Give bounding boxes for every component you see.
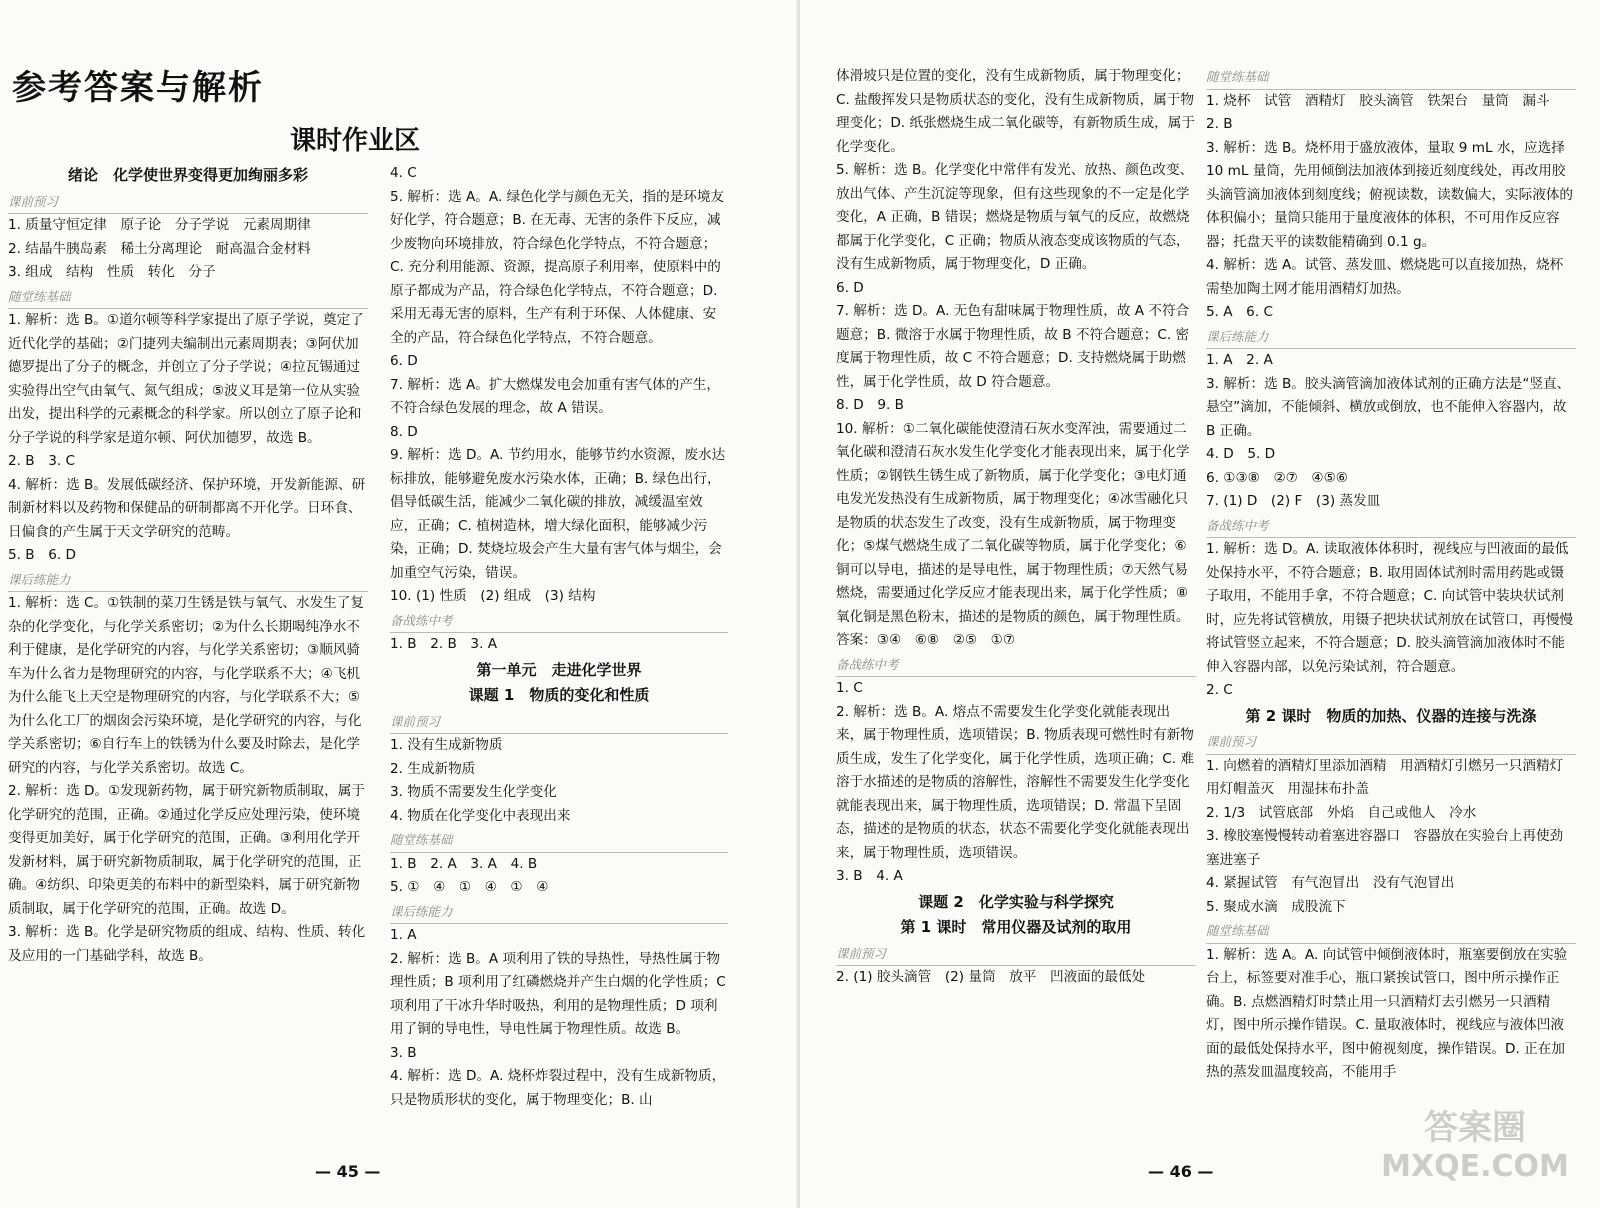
answer-line: 1. B 2. B 3. A <box>390 636 498 652</box>
answer-line: 7. (1) D (2) F (3) 蒸发皿 <box>1206 493 1381 509</box>
answer-line: 3. 物质不需要发生化学变化 <box>390 784 557 800</box>
answer-line: 5. 聚成水滴 成股流下 <box>1206 898 1346 915</box>
answer-line: 1. 烧杯 试管 酒精灯 胶头滴管 铁架台 量筒 漏斗 <box>1206 92 1550 109</box>
answer-line: 10. (1) 性质 (2) 组成 (3) 结构 <box>390 588 596 604</box>
subsection-tag: 随堂练基础 <box>8 285 368 310</box>
subsection-tag: 课前预习 <box>8 190 368 215</box>
section-title: 课时作业区 <box>289 126 420 156</box>
answer-line: 3. 橡胶塞慢慢转动着塞进容器口 容器放在实验台上再使劲塞进塞子 <box>1206 828 1564 868</box>
watermark-line2: MXQE.COM <box>1381 1149 1569 1184</box>
subsection-tag: 备战练中考 <box>390 609 728 634</box>
answer-line: 6. D <box>836 279 864 296</box>
main-title: 参考答案与解析 <box>12 68 264 108</box>
answer-line: 2. 1/3 试管底部 外焰 自己或他人 冷水 <box>1206 804 1477 821</box>
watermark-line1: 答案圈 <box>1424 1108 1526 1148</box>
subsection-tag: 课后练能力 <box>8 568 368 593</box>
answer-line: 3. B 4. A <box>836 868 903 884</box>
answer-line: 8. D <box>390 423 418 440</box>
left-column-2 <box>390 162 728 1112</box>
answer-line: 5. 解析：选 A。A. 绿色化学与颜色无关，指的是环境友好化学，符合题意；B. 在无毒、无害的条件下反应，减少废物向环境排放，符合绿色化学特点，不符合题意；C. 充分利用能源、资源，提高原子利用率，使原料中的原子都成为产品，符合绿色化学特点，不符合题意；D. 采用无毒无害的原料，生产有利于环保、人体健康、安全的产品，符合绿色化学特点，不符合题意。 <box>390 188 725 346</box>
answer-line: 1. 解析：选 B。①道尔顿等科学家提出了原子学说，奠定了近代化学的基础；②门捷列夫编制出元素周期表；③阿伏加德罗提出了分子的概念，并创立了分子学说；④拉瓦锡通过实验得出空气由氧气、氮气组成；⑤波义耳是第一位从实验出发，提出科学的元素概念的科学家。所以创立了原子论和分子学说的科学家是道尔顿、阿伏加德罗，故选 B。 <box>8 312 364 446</box>
subsection-tag: 备战练中考 <box>836 653 1196 678</box>
answer-line: 1. 没有生成新物质 <box>390 737 503 753</box>
answer-line: 1. B 2. A 3. A 4. B <box>390 855 538 872</box>
answer-line: 7. 解析：选 D。A. 无色有甜味属于物理性质，故 A 不符合题意；B. 微溶于水属于物理性质，故 B 不符合题意；C. 密度属于物理性质，故 C 不符合题意；D. 支持燃烧属于助燃性，属于化学性质，故 D 符合题意。 <box>836 303 1190 390</box>
subsection-tag: 课前预习 <box>836 942 1196 967</box>
subsection-tag: 课前预习 <box>390 710 728 735</box>
answer-line: 2. 解析：选 B。A. 熔点不需要发生化学变化就能表现出来，属于物理性质，选项错误；B. 物质表现可燃性时有新物质生成，发生了化学变化，属于化学性质，选项正确；C. 难溶于水描述的是物质的溶解性，溶解性不需要发生化学变化就能表现出来，属于物理性质，选项错误；D. 常温下呈固态，描述的是物质的状态，状态不需要化学变化就能表现出来，属于物理性质，选项错误。 <box>836 703 1194 861</box>
subsection-tag: 课后练能力 <box>1206 325 1576 350</box>
section-heading: 绪论 化学使世界变得更加绚丽多彩 <box>67 166 308 184</box>
answer-line: 1. 向燃着的酒精灯里添加酒精 用酒精灯引燃另一只酒精灯 用灯帽盖灭 用湿抹布扑盖 <box>1206 757 1577 797</box>
right-column-1 <box>836 65 1196 990</box>
answer-line: 2. 结晶牛胰岛素 稀土分离理论 耐高温合金材料 <box>8 240 311 257</box>
section-heading: 课题 1 物质的变化和性质 <box>468 686 650 704</box>
answer-line: 1. A 2. A <box>1206 352 1273 368</box>
right-page <box>800 0 1600 1208</box>
answer-line: 1. 解析：选 D。A. 读取液体体积时，视线应与凹液面的最低处保持水平，不符合题意；B. 取用固体试剂时需用药匙或镊子取用，不能用手拿，不符合题意；C. 向试管中装块状试剂时，应先将试管横放，用镊子把块状试剂放在试管口，再慢慢将试管竖立起来，不符合题意；D. 胶头滴管滴加液体时不能伸入容器内部，以免污染试剂，符合题意。 <box>1206 541 1574 675</box>
answer-line: 6. D <box>390 353 418 369</box>
answer-line: 7. 解析：选 A。扩大燃煤发电会加重有害气体的产生，不符合绿色发展的理念，故 A 错误。 <box>390 376 720 416</box>
answer-line: 2. B 3. C <box>8 453 75 469</box>
section-heading: 第 1 课时 常用仪器及试剂的取用 <box>900 918 1132 936</box>
answer-line: 9. 解析：选 D。A. 节约用水，能够节约水资源，废水达标排放，能够避免废水污染水体，正确；B. 绿色出行，倡导低碳生活，能减少二氧化碳的排放，减缓温室效应，正确；C. 植树造林，增大绿化面积，能够减少污染，正确；D. 焚烧垃圾会产生大量有害气体与烟尘，会加重空气污染，错误。 <box>390 447 726 581</box>
subsection-tag: 课前预习 <box>1206 730 1576 755</box>
answer-line: 2. 解析：选 D。①发现新药物，属于研究新物质制取，属于化学研究的范围，正确。②通过化学反应处理污染，使环境变得更加美好，属于化学研究的范围，正确。③利用化学开发新材料，属于研究新物质制取，属于化学研究的范围，正确。④纺织、印染更美的布料中的新型染料，属于研究新物质制取，属于化学研究的范围，正确。故选 D。 <box>8 783 365 917</box>
answer-line: 1. 解析：选 C。①铁制的菜刀生锈是铁与氧气、水发生了复杂的化学变化，与化学关系密切；②为什么长期喝纯净水不利于健康，是化学研究的内容，与化学关系密切；③顺风骑车为什么省力是物理研究的内容，与化学联系不大；④飞机为什么能飞上天空是物理研究的内容，与化学联系不大；⑤为什么化工厂的烟囱会污染环境，是化学研究的内容，与化学关系密切；⑥自行车上的铁锈为什么要及时除去，是化学研究的内容，与化学关系密切。故选 C。 <box>8 595 364 776</box>
answer-line: 3. 解析：选 B。化学是研究物质的组成、结构、性质、转化及应用的一门基础学科，故选 B。 <box>8 924 366 964</box>
subsection-tag: 课后练能力 <box>390 900 728 925</box>
answer-line: 4. 紧握试管 有气泡冒出 没有气泡冒出 <box>1206 875 1455 891</box>
right-column-2 <box>1206 65 1576 1085</box>
answer-line: 6. ①③⑧ ②⑦ ④⑤⑥ <box>1206 469 1348 486</box>
answer-line: 答案：③④ ⑥⑧ ②⑤ ①⑦ <box>836 632 1016 648</box>
answer-line: 5. 解析：选 B。化学变化中常伴有发光、放热、颜色改变、放出气体、产生沉淀等现象，但有这些现象的不一定是化学变化，A 正确，B 错误；燃烧是物质与氧气的反应，故燃烧都属于化学变化，C 正确；物质从液态变成该物质的气态，没有生成新物质，属于物理变化，D 正确。 <box>836 162 1194 272</box>
subsection-tag: 随堂练基础 <box>390 828 728 853</box>
answer-line: 2. C <box>1206 682 1233 698</box>
section-heading: 第一单元 走进化学世界 <box>476 660 642 679</box>
answer-line: 8. D 9. B <box>836 397 904 413</box>
answer-line: 4. C <box>390 165 417 181</box>
page-number-left: — 45 — <box>315 1162 381 1181</box>
watermark-logo <box>1380 1100 1570 1190</box>
answer-line: 体滑坡只是位置的变化，没有生成新物质，属于物理变化；C. 盐酸挥发只是物质状态的变化，没有生成新物质，属于物理变化；D. 纸张燃烧生成二氧化碳等，有新物质生成，属于化学变化。 <box>836 68 1195 155</box>
answer-line: 2. (1) 胶头滴管 (2) 量筒 放平 凹液面的最低处 <box>836 969 1146 985</box>
answer-line: 3. B <box>390 1044 417 1061</box>
answer-line: 10. 解析：①二氧化碳能使澄清石灰水变浑浊，需要通过二氧化碳和澄清石灰水发生化学变化才能表现出来，属于化学性质；②钢铁生锈生成了新物质，属于化学变化；③电灯通电发光发热没有生成新物质，属于物理变化；④冰雪融化只是物质的状态发生了改变，没有生成新物质，属于物理变化；⑤煤气燃烧生成了二氧化碳等物质，属于化学变化；⑥铜可以导电，描述的是导电性，属于物理性质；⑦天然气易燃烧，需要通过化学反应才能表现出来，属于化学性质；⑧氧化铜是黑色粉末，描述的是物质的颜色，属于物理性质。 <box>836 420 1190 625</box>
page-number-right: — 46 — <box>1148 1162 1214 1181</box>
section-heading: 课题 2 化学实验与科学探究 <box>918 892 1114 911</box>
answer-line: 5. ① ④ ① ④ ① ④ <box>390 879 549 895</box>
subsection-tag: 随堂练基础 <box>1206 919 1576 944</box>
answer-line: 3. 解析：选 B。胶头滴管滴加液体试剂的正确方法是“竖直、悬空”滴加，不能倾斜、横放或倒放，也不能伸入容器内，故 B 正确。 <box>1206 375 1571 439</box>
answer-line: 5. B 6. D <box>8 547 76 563</box>
answer-line: 2. 生成新物质 <box>390 760 476 777</box>
answer-line: 1. 质量守恒定律 原子论 分子学说 元素周期律 <box>8 217 311 233</box>
answer-line: 1. C <box>836 680 863 696</box>
answer-line: 4. 解析：选 D。A. 烧杯炸裂过程中，没有生成新物质，只是物质形状的变化，属于物理变化；B. 山 <box>390 1068 726 1108</box>
answer-line: 5. A 6. C <box>1206 304 1273 320</box>
section-heading: 第 2 课时 物质的加热、仪器的连接与洗涤 <box>1245 706 1537 725</box>
answer-line: 1. A <box>390 927 417 943</box>
answer-line: 4. 物质在化学变化中表现出来 <box>390 807 571 824</box>
answer-line: 4. 解析：选 B。发展低碳经济、保护环境，开发新能源、研制新材料以及药物和保健品的研制都离不开化学。日环食、日偏食的产生属于天文学研究的范畴。 <box>8 476 366 540</box>
answer-line: 2. B <box>1206 116 1233 132</box>
answer-line: 3. 组成 结构 性质 转化 分子 <box>8 264 216 280</box>
answer-line: 1. 解析：选 A。A. 向试管中倾倒液体时，瓶塞要倒放在实验台上，标签要对准手心，瓶口紧挨试管口，图中所示操作正确。B. 点燃酒精灯时禁止用一只酒精灯去引燃另一只酒精灯，图中所示操作错误。C. 量取液体时，视线应与液体凹液面的最低处保持水平，图中俯视刻度，操作错误。D. 正在加热的蒸发皿温度较高，不能用手 <box>1206 946 1568 1080</box>
answer-line: 4. D 5. D <box>1206 446 1276 462</box>
subsection-tag: 备战练中考 <box>1206 514 1576 539</box>
answer-line: 4. 解析：选 A。试管、蒸发皿、燃烧匙可以直接加热，烧杯需垫加陶土网才能用酒精灯加热。 <box>1206 257 1564 297</box>
answer-line: 3. 解析：选 B。烧杯用于盛放液体，量取 9 mL 水，应选择 10 mL 量筒，先用倾倒法加液体到接近刻度线处，再改用胶头滴管滴加液体到刻度线；俯视读数，读数偏大，实际液体的体积偏小；量筒只能用于量度液体的体积，不可用作反应容器；托盘天平的读数能精确到 0.1 g。 <box>1206 139 1574 250</box>
answer-line: 2. 解析：选 B。A 项利用了铁的导热性，导热性属于物理性质；B 项利用了红磷燃烧并产生白烟的化学性质；C 项利用了干冰升华时吸热，利用的是物理性质；D 项利用了铜的导电性，导电性属于物理性质。故选 B。 <box>390 950 726 1037</box>
left-column-1 <box>8 162 368 968</box>
subsection-tag: 随堂练基础 <box>1206 65 1576 90</box>
